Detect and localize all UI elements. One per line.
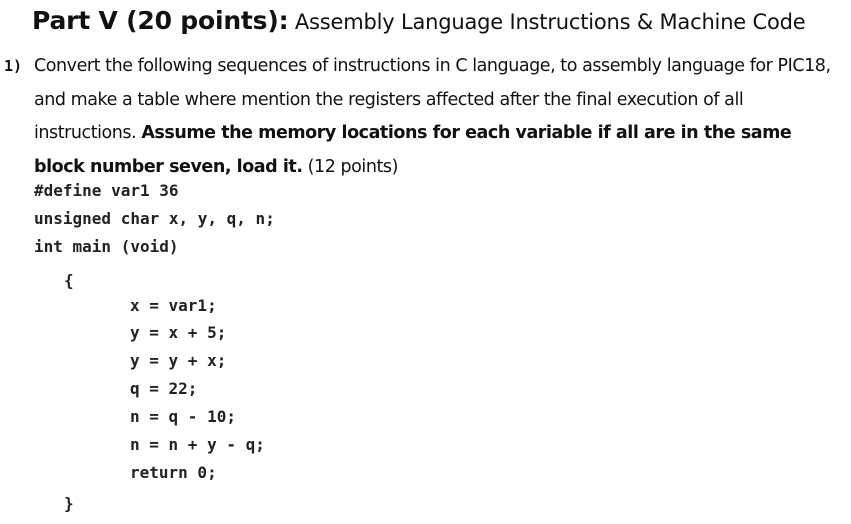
question-text — [34, 50, 836, 184]
code-line-close-brace: } — [64, 494, 74, 513]
code-line-assign-q: q = 22; — [130, 379, 198, 398]
part-label: Part V (20 points): — [32, 6, 289, 35]
code-line-update-n: n = n + y - q; — [130, 435, 265, 454]
code-line-assign-y: y = x + 5; — [130, 323, 227, 342]
section-heading — [32, 6, 805, 35]
code-line-define: #define var1 36 — [34, 181, 179, 200]
question-emphasis: Assume the memory locations for each variable if all are in the same block number seven, load it. — [34, 123, 792, 177]
question-points: (12 points) — [302, 156, 398, 177]
part-subtitle: Assembly Language Instructions & Machine Code — [288, 10, 806, 34]
code-line-assign-x: x = var1; — [130, 296, 217, 315]
code-line-return: return 0; — [130, 463, 217, 482]
question-number: 1) — [4, 57, 23, 75]
code-line-add-y: y = y + x; — [130, 351, 227, 370]
question-body: Convert the following sequences of instructions in C language, to assembly language for PIC18, and make a table where mention the registers affected after the final execution of all instructions. — [34, 56, 831, 143]
code-line-declaration: unsigned char x, y, q, n; — [34, 209, 275, 228]
code-line-open-brace: { — [64, 271, 74, 290]
code-line-main: int main (void) — [34, 237, 179, 256]
code-line-assign-n: n = q - 10; — [130, 407, 236, 426]
